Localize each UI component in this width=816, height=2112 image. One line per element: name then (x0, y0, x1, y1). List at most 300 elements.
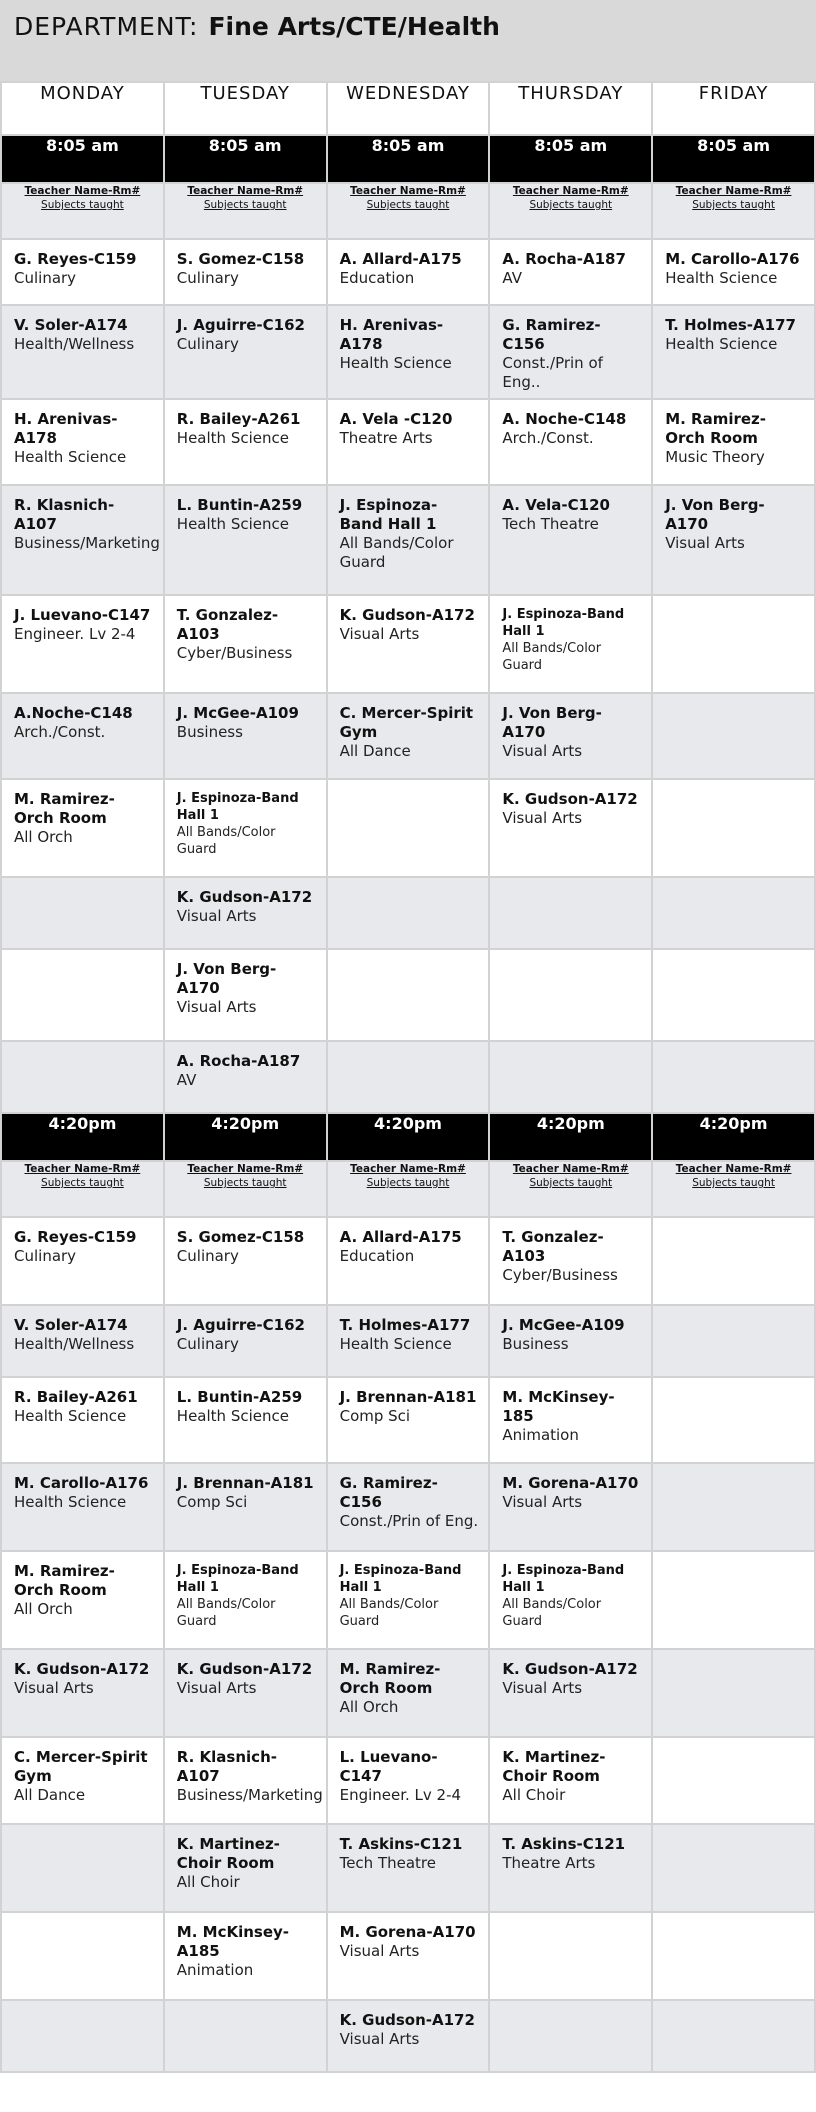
teacher-cell (164, 1551, 327, 1649)
subject-taught: Engineer. Lv 2-4 (14, 625, 136, 643)
teacher-name-room: J. Aguirre-C162 (176, 316, 305, 334)
subject-taught: All Dance (14, 1786, 86, 1804)
teacher-cell (1, 779, 164, 877)
teacher-cell (1, 239, 164, 305)
teacher-cell (327, 1551, 490, 1649)
teacher-name-room: J. Aguirre-C162 (176, 1316, 305, 1334)
teacher-name-room: J. McGee-A109 (502, 1316, 625, 1334)
empty-cell (164, 2000, 327, 2072)
teacher-cell (164, 1305, 327, 1377)
schedule-table (0, 81, 816, 2073)
teacher-name-room: V. Soler-A174 (14, 316, 128, 334)
teacher-cell (164, 877, 327, 949)
subject-taught: Health Science (14, 1407, 127, 1425)
empty-cell (489, 1912, 652, 2000)
subject-taught: All Choir (502, 1786, 566, 1804)
legend-subject-label: Subjects taught (529, 1177, 613, 1189)
subject-taught: All Bands/Color Guard (176, 1597, 276, 1629)
teacher-cell (1, 1217, 164, 1305)
subject-taught: Health Science (665, 269, 778, 287)
schedule-row (1, 779, 815, 877)
teacher-name-room: J. Espinoza-Band Hall 1 (502, 607, 625, 639)
subject-taught: Health Science (14, 1493, 127, 1511)
teacher-name-room: J. Espinoza-Band Hall 1 (502, 1563, 625, 1595)
teacher-cell (327, 1649, 490, 1737)
empty-cell (1, 1912, 164, 2000)
legend-subject-label: Subjects taught (529, 199, 613, 211)
subject-taught: Tech Theatre (339, 1854, 436, 1872)
teacher-cell (489, 399, 652, 485)
teacher-cell (164, 239, 327, 305)
legend-subject-label: Subjects taught (203, 1177, 287, 1189)
teacher-name-room: K. Gudson-A172 (14, 1660, 150, 1678)
time-cell: 4:20pm (327, 1113, 490, 1161)
legend-name-label: Teacher Name-Rm# (350, 185, 466, 197)
teacher-name-room: J. Luevano-C147 (14, 606, 151, 624)
teacher-name-room: M. Carollo-A176 (14, 1474, 149, 1492)
teacher-name-room: J. Espinoza-Band Hall 1 (339, 1563, 462, 1595)
schedule-row (1, 305, 815, 399)
teacher-cell (164, 1377, 327, 1463)
teacher-name-room: M. Gorena-A170 (502, 1474, 639, 1492)
subject-taught: Visual Arts (502, 1493, 583, 1511)
subject-taught: Culinary (176, 269, 239, 287)
subject-taught: Education (339, 1247, 415, 1265)
legend-cell (489, 183, 652, 239)
empty-cell (1, 877, 164, 949)
teacher-name-room: V. Soler-A174 (14, 1316, 128, 1334)
day-header: THURSDAY (489, 82, 652, 135)
empty-cell (652, 1551, 815, 1649)
teacher-name-room: M. Ramirez-Orch Room (665, 410, 767, 447)
legend-cell (327, 1161, 490, 1217)
teacher-name-room: A. Vela -C120 (339, 410, 453, 428)
teacher-name-room: G. Reyes-C159 (14, 250, 137, 268)
legend-name-label: Teacher Name-Rm# (350, 1163, 466, 1175)
subject-taught: AV (502, 269, 522, 287)
subject-taught: Arch./Const. (502, 429, 594, 447)
schedule-row (1, 1912, 815, 2000)
teacher-cell (489, 1463, 652, 1551)
teacher-cell (164, 399, 327, 485)
subject-taught: Business/Marketing (14, 534, 160, 552)
time-cell: 4:20pm (1, 1113, 164, 1161)
subject-taught: All Bands/Color Guard (176, 825, 276, 857)
teacher-name-room: J. McGee-A109 (176, 704, 299, 722)
subject-taught: Business/Marketing (176, 1786, 323, 1804)
legend-subject-label: Subjects taught (366, 1177, 450, 1189)
teacher-name-room: M. Ramirez-Orch Room (14, 1562, 115, 1599)
subject-taught: Health Science (14, 448, 127, 466)
teacher-name-room: M. McKinsey-A185 (176, 1923, 290, 1960)
teacher-name-room: K. Martinez-Choir Room (502, 1748, 606, 1785)
teacher-name-room: A. Noche-C148 (502, 410, 627, 428)
teacher-name-room: R. Bailey-A261 (176, 410, 301, 428)
teacher-cell (1, 399, 164, 485)
teacher-cell (164, 779, 327, 877)
legend-cell (1, 183, 164, 239)
time-cell: 8:05 am (1, 135, 164, 183)
legend-name-label: Teacher Name-Rm# (512, 185, 629, 197)
teacher-cell (327, 1912, 490, 2000)
empty-cell (489, 2000, 652, 2072)
teacher-cell (489, 1649, 652, 1737)
empty-cell (1, 2000, 164, 2072)
teacher-cell (489, 1217, 652, 1305)
subject-taught: Health/Wellness (14, 335, 135, 353)
subject-taught: Const./Prin of Eng. (339, 1512, 479, 1530)
teacher-name-room: J. Espinoza-Band Hall 1 (176, 1563, 299, 1595)
teacher-name-room: J. Brennan-A181 (339, 1388, 477, 1406)
legend-cell (1, 1161, 164, 1217)
teacher-name-room: R. Klasnich-A107 (176, 1748, 277, 1785)
teacher-cell (1, 305, 164, 399)
teacher-cell (164, 949, 327, 1041)
legend-subject-label: Subjects taught (692, 199, 775, 211)
teacher-name-room: K. Gudson-A172 (339, 606, 475, 624)
teacher-cell (489, 485, 652, 595)
teacher-cell (164, 1737, 327, 1824)
teacher-name-room: A.Noche-C148 (14, 704, 133, 722)
schedule-row (1, 2000, 815, 2072)
subject-taught: Animation (176, 1961, 254, 1979)
subject-taught: All Orch (339, 1698, 399, 1716)
teacher-name-room: G. Reyes-C159 (14, 1228, 137, 1246)
teacher-cell (164, 1041, 327, 1113)
teacher-name-room: K. Gudson-A172 (176, 1660, 313, 1678)
teacher-cell (489, 779, 652, 877)
teacher-name-room: A. Rocha-A187 (176, 1052, 301, 1070)
legend-subject-label: Subjects taught (692, 1177, 775, 1189)
schedule-row (1, 1041, 815, 1113)
schedule-row (1, 1551, 815, 1649)
legend-name-label: Teacher Name-Rm# (24, 1163, 141, 1175)
time-cell: 4:20pm (489, 1113, 652, 1161)
legend-subject-label: Subjects taught (41, 1177, 124, 1189)
teacher-cell (164, 595, 327, 693)
subject-taught: All Bands/Color Guard (502, 1597, 602, 1629)
teacher-name-room: M. Ramirez-Orch Room (339, 1660, 441, 1697)
subject-taught: Music Theory (665, 448, 765, 466)
subject-taught: Cyber/Business (502, 1266, 618, 1284)
schedule-body (1, 135, 815, 2072)
teacher-name-room: C. Mercer-Spirit Gym (339, 704, 474, 741)
time-cell: 8:05 am (489, 135, 652, 183)
empty-cell (652, 693, 815, 779)
schedule-row (1, 1305, 815, 1377)
teacher-name-room: J. Von Berg-A170 (665, 496, 765, 533)
subject-taught: Visual Arts (339, 625, 420, 643)
empty-cell (327, 877, 490, 949)
teacher-cell (327, 1305, 490, 1377)
schedule-row (1, 485, 815, 595)
day-header: MONDAY (1, 82, 164, 135)
legend-name-label: Teacher Name-Rm# (512, 1163, 629, 1175)
teacher-cell (1, 595, 164, 693)
teacher-cell (1, 1377, 164, 1463)
subject-taught: Cyber/Business (176, 644, 293, 662)
teacher-name-room: T. Gonzalez-A103 (502, 1228, 604, 1265)
legend-subject-label: Subjects taught (203, 199, 287, 211)
legend-cell (652, 1161, 815, 1217)
subject-taught: Animation (502, 1426, 579, 1444)
header-band (0, 0, 816, 81)
empty-cell (327, 779, 490, 877)
subject-taught: Culinary (176, 335, 239, 353)
subject-taught: Health Science (176, 429, 289, 447)
teacher-cell (489, 595, 652, 693)
subject-taught: Arch./Const. (14, 723, 106, 741)
empty-cell (327, 1041, 490, 1113)
teacher-name-room: R. Klasnich-A107 (14, 496, 115, 533)
empty-cell (652, 1305, 815, 1377)
empty-cell (1, 1041, 164, 1113)
empty-cell (489, 949, 652, 1041)
subject-taught: Visual Arts (665, 534, 745, 552)
teacher-cell (489, 1377, 652, 1463)
subject-taught: All Bands/Color Guard (339, 1597, 439, 1629)
schedule-row (1, 1649, 815, 1737)
teacher-name-room: A. Allard-A175 (339, 1228, 462, 1246)
subject-taught: All Orch (14, 828, 73, 846)
teacher-cell (327, 399, 490, 485)
time-cell: 4:20pm (652, 1113, 815, 1161)
teacher-name-room: G. Ramirez-C156 (502, 316, 601, 353)
empty-cell (652, 949, 815, 1041)
department-label: DEPARTMENT: (14, 12, 199, 41)
subject-taught: Business (502, 1335, 569, 1353)
subject-taught: Comp Sci (176, 1493, 248, 1511)
teacher-name-room: H. Arenivas-A178 (339, 316, 444, 353)
teacher-cell (489, 239, 652, 305)
teacher-name-room: K. Gudson-A172 (339, 2011, 475, 2029)
subject-taught: Visual Arts (502, 1679, 583, 1697)
teacher-cell (327, 693, 490, 779)
teacher-cell (489, 1551, 652, 1649)
schedule-row (1, 693, 815, 779)
subject-taught: Education (339, 269, 415, 287)
teacher-name-room: T. Gonzalez-A103 (176, 606, 279, 643)
day-header: WEDNESDAY (327, 82, 490, 135)
department-title (14, 10, 500, 44)
subject-taught: Theatre Arts (339, 429, 433, 447)
teacher-name-room: M. Ramirez-Orch Room (14, 790, 115, 827)
teacher-name-room: A. Allard-A175 (339, 250, 462, 268)
teacher-name-room: M. McKinsey-185 (502, 1388, 615, 1425)
teacher-cell (164, 485, 327, 595)
teacher-cell (652, 399, 815, 485)
legend-cell (164, 1161, 327, 1217)
teacher-cell (327, 1463, 490, 1551)
subject-taught: Comp Sci (339, 1407, 411, 1425)
teacher-cell (489, 693, 652, 779)
subject-taught: Visual Arts (176, 998, 257, 1016)
time-cell: 4:20pm (164, 1113, 327, 1161)
teacher-name-room: M. Gorena-A170 (339, 1923, 476, 1941)
empty-cell (652, 877, 815, 949)
schedule-row (1, 399, 815, 485)
empty-cell (489, 1041, 652, 1113)
time-cell: 8:05 am (327, 135, 490, 183)
empty-cell (652, 1649, 815, 1737)
teacher-cell (327, 239, 490, 305)
empty-cell (652, 779, 815, 877)
teacher-name-room: A. Vela-C120 (502, 496, 610, 514)
subject-taught: Culinary (176, 1335, 239, 1353)
subject-taught: Health Science (339, 1335, 452, 1353)
teacher-name-room: J. Von Berg-A170 (502, 704, 602, 741)
subject-taught: Const./Prin of Eng.. (502, 354, 603, 391)
subject-taught: Health Science (339, 354, 452, 372)
teacher-cell (327, 1824, 490, 1912)
empty-cell (652, 1041, 815, 1113)
subject-taught: Health/Wellness (14, 1335, 135, 1353)
subject-taught: Visual Arts (176, 907, 257, 925)
teacher-cell (164, 1217, 327, 1305)
legend-subject-label: Subjects taught (366, 199, 450, 211)
time-cell: 8:05 am (652, 135, 815, 183)
schedule-row (1, 1824, 815, 1912)
subject-taught: Visual Arts (14, 1679, 94, 1697)
teacher-cell (327, 1217, 490, 1305)
teacher-cell (1, 1737, 164, 1824)
empty-cell (652, 1463, 815, 1551)
teacher-cell (652, 485, 815, 595)
teacher-cell (327, 485, 490, 595)
empty-cell (652, 1737, 815, 1824)
teacher-cell (327, 2000, 490, 2072)
empty-cell (652, 2000, 815, 2072)
teacher-cell (327, 1737, 490, 1824)
teacher-cell (164, 1912, 327, 2000)
subject-taught: Tech Theatre (502, 515, 599, 533)
teacher-cell (1, 1463, 164, 1551)
legend-cell (489, 1161, 652, 1217)
subject-taught: Visual Arts (502, 742, 583, 760)
day-header-row (1, 82, 815, 135)
legend-cell (652, 183, 815, 239)
teacher-name-room: J. Brennan-A181 (176, 1474, 314, 1492)
teacher-name-room: A. Rocha-A187 (502, 250, 626, 268)
legend-cell (164, 183, 327, 239)
legend-name-label: Teacher Name-Rm# (675, 185, 792, 197)
teacher-name-room: L. Buntin-A259 (176, 496, 303, 514)
day-header: FRIDAY (652, 82, 815, 135)
teacher-name-room: T. Holmes-A177 (665, 316, 796, 334)
legend-name-label: Teacher Name-Rm# (24, 185, 141, 197)
subject-taught: All Orch (14, 1600, 73, 1618)
teacher-name-room: T. Askins-C121 (502, 1835, 626, 1853)
schedule-row (1, 1463, 815, 1551)
legend-row (1, 1161, 815, 1217)
teacher-name-room: T. Askins-C121 (339, 1835, 463, 1853)
subject-taught: Health Science (176, 515, 289, 533)
empty-cell (1, 949, 164, 1041)
subject-taught: AV (176, 1071, 197, 1089)
teacher-name-room: S. Gomez-C158 (176, 1228, 305, 1246)
teacher-name-room: K. Gudson-A172 (176, 888, 313, 906)
schedule-row (1, 1737, 815, 1824)
schedule-row (1, 1377, 815, 1463)
teacher-cell (1, 485, 164, 595)
teacher-name-room: J. Von Berg-A170 (176, 960, 277, 997)
subject-taught: All Choir (176, 1873, 240, 1891)
subject-taught: All Bands/Color Guard (502, 641, 602, 673)
teacher-cell (164, 1824, 327, 1912)
teacher-cell (652, 305, 815, 399)
teacher-cell (489, 305, 652, 399)
teacher-cell (164, 1649, 327, 1737)
schedule-row (1, 1217, 815, 1305)
legend-row (1, 183, 815, 239)
subject-taught: Visual Arts (502, 809, 583, 827)
department-name: Fine Arts/CTE/Health (208, 12, 500, 41)
teacher-cell (327, 305, 490, 399)
empty-cell (652, 1912, 815, 2000)
empty-cell (652, 1217, 815, 1305)
schedule-row (1, 595, 815, 693)
teacher-name-room: S. Gomez-C158 (176, 250, 305, 268)
teacher-name-room: J. Espinoza-Band Hall 1 (176, 791, 299, 823)
subject-taught: Visual Arts (339, 2030, 420, 2048)
teacher-name-room: K. Gudson-A172 (502, 790, 638, 808)
subject-taught: Culinary (14, 1247, 77, 1265)
empty-cell (1, 1824, 164, 1912)
subject-taught: All Dance (339, 742, 411, 760)
teacher-cell (327, 1377, 490, 1463)
legend-subject-label: Subjects taught (41, 199, 124, 211)
subject-taught: Business (176, 723, 243, 741)
legend-name-label: Teacher Name-Rm# (187, 1163, 304, 1175)
teacher-name-room: L. Luevano-C147 (339, 1748, 438, 1785)
legend-cell (327, 183, 490, 239)
teacher-cell (1, 1305, 164, 1377)
day-header: TUESDAY (164, 82, 327, 135)
time-cell: 8:05 am (164, 135, 327, 183)
teacher-cell (164, 1463, 327, 1551)
teacher-name-room: H. Arenivas-A178 (14, 410, 118, 447)
teacher-name-room: K. Martinez-Choir Room (176, 1835, 280, 1872)
subject-taught: Health Science (176, 1407, 289, 1425)
subject-taught: Culinary (176, 1247, 239, 1265)
teacher-cell (489, 1737, 652, 1824)
subject-taught: Culinary (14, 269, 77, 287)
teacher-cell (1, 693, 164, 779)
teacher-cell (1, 1649, 164, 1737)
teacher-cell (164, 305, 327, 399)
time-row (1, 1113, 815, 1161)
empty-cell (489, 877, 652, 949)
empty-cell (327, 949, 490, 1041)
teacher-name-room: L. Buntin-A259 (176, 1388, 303, 1406)
teacher-cell (489, 1305, 652, 1377)
teacher-name-room: K. Gudson-A172 (502, 1660, 638, 1678)
legend-name-label: Teacher Name-Rm# (675, 1163, 792, 1175)
empty-cell (652, 1377, 815, 1463)
empty-cell (652, 1824, 815, 1912)
subject-taught: Visual Arts (339, 1942, 420, 1960)
teacher-cell (652, 239, 815, 305)
subject-taught: All Bands/Color Guard (339, 534, 454, 571)
schedule-row (1, 949, 815, 1041)
teacher-cell (1, 1551, 164, 1649)
subject-taught: Health Science (665, 335, 778, 353)
teacher-cell (164, 693, 327, 779)
legend-name-label: Teacher Name-Rm# (187, 185, 304, 197)
empty-cell (652, 595, 815, 693)
teacher-name-room: J. Espinoza-Band Hall 1 (339, 496, 438, 533)
teacher-cell (327, 595, 490, 693)
